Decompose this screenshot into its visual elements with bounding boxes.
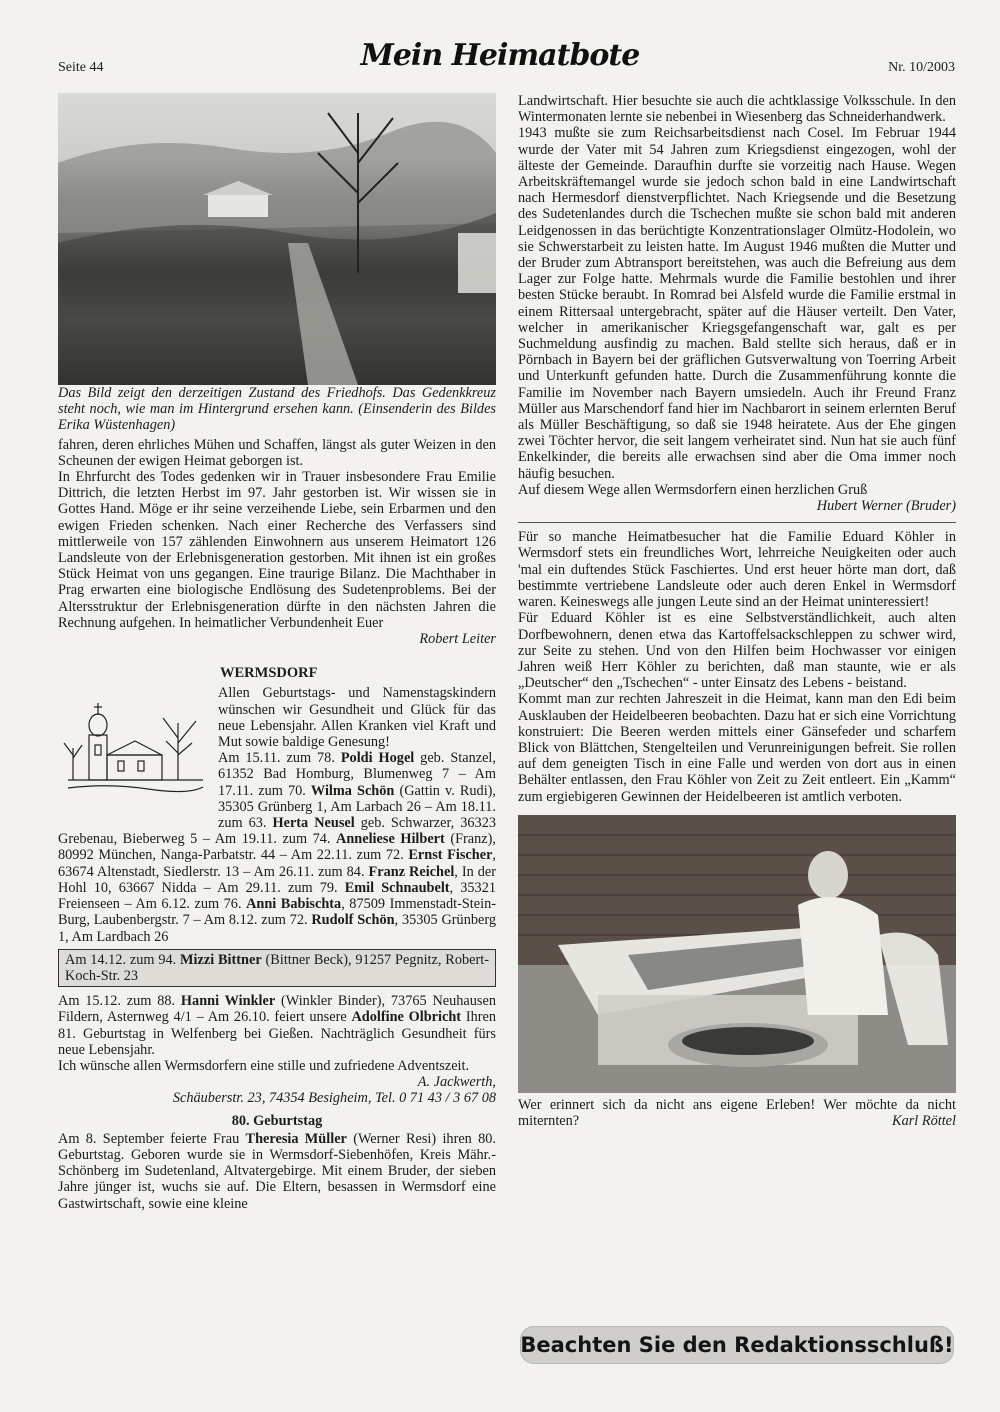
- section-heading-wermsdorf: WERMSDORF: [220, 665, 318, 682]
- article-paragraph: Landwirtschaft. Hier besuchte sie auch die achtklassige Volksschule. In den Wintermonaten lernte sie nebenbei in Wiesenberg das Schneiderhandwerk.: [518, 93, 956, 126]
- masthead-title: Mein Heimatbote: [360, 38, 640, 73]
- photo-caption: Das Bild zeigt den derzeitigen Zustand des Friedhofs. Das Gedenkkreuz steht noch, wie man im Hintergrund ersehen kann. (Einsenderin des Bildes Erika Wüstenhagen): [58, 385, 496, 434]
- cemetery-photo: [58, 93, 496, 385]
- photo-caption: Wer erinnert sich da nicht ans eigene Erleben! Wer möchte da nicht miternten?: [518, 1096, 956, 1129]
- author-signature: Hubert Werner (Bruder): [816, 498, 956, 515]
- left-column: [58, 93, 496, 1212]
- advent-greeting: Ich wünsche allen Wermsdorfern eine stille und zufriedene Adventszeit.: [58, 1057, 470, 1074]
- berry-sorting-photo: [518, 815, 956, 1093]
- church-illustration: [58, 693, 210, 813]
- birthday-list: Am 15.11. zum 78. Poldi Hogel geb. Stanzel, 61352 Bad Homburg, Blumenweg 7 – Am 17.11. zum 70. Wilma Schön (Gattin v. Rudi), 35305 Grünberg 1, Am Larbach 26 – Am 18.11. zum 63. Herta Neusel geb. Schwarzer, 36323 Grebenau, Bieberweg 5 – Am 19.11. zum 74. Anneliese Hilbert (Franz), 80992 München, Nanga-Parbatstr. 44 – Am 22.11. zum 72. Ernst Fischer, 63674 Altenstadt, Siedlerstr. 13 – Am 26.11. zum 84. Franz Reichel, In der Hohl 10, 63667 Nidda – Am 29.11. zum 79. Emil Schnaubelt, 35321 Freienseen – Am 6.12. zum 76. Anni Babischta, 87509 Immenstadt-Stein-Burg, Laubenbergstr. 7 – Am 8.12. zum 72. Rudolf Schön, 35305 Grünberg 1, Am Lardbach 26: [58, 750, 497, 945]
- photo-caption-row: [518, 1097, 956, 1129]
- wermsdorf-intro: Allen Geburtstags- und Namenstagskindern wünschen wir Gesundheit und Glück für das neue Lebensjahr. Allen Kranken viel Kraft und Mut sowie baldige Genesung!: [218, 685, 496, 751]
- birthday-list-2: Am 15.12. zum 88. Hanni Winkler (Winkler Binder), 73765 Neuhausen Fildern, Asternweg 4/1 – Am 26.10. feiert unsere Adolfine Olbricht Ihren 81. Geburtstag in Welfenberg bei Gießen. Nachträglich Gesundheit fürs neue Lebensjahr.: [58, 993, 496, 1058]
- advent-signature: A. Jackwerth,: [417, 1074, 496, 1091]
- article-paragraph: fahren, deren ehrliches Mühen und Schaffen, längst als guter Weizen in den Scheunen der ewigen Heimat geborgen ist.: [58, 436, 496, 469]
- photo-credit: Karl Röttel: [892, 1113, 956, 1130]
- article-paragraph: Für Eduard Köhler ist es eine Selbstverständlichkeit, auch alten Dorfbewohnern, denen etwa das Kartoffelsackschleppen zu schwer wird, zur Seite zu stehen. Und von den Hilfen beim Hochwasser vor einigen Jahren weiß Herr Köhler zu berichten, daß man staunte, wie er als „Deutscher“ den „Tschechen“ - unter Einsatz des Lebens - beistand.: [518, 610, 956, 692]
- theresia-article: Am 8. September feierte Frau Theresia Müller (Werner Resi) ihren 80. Geburtstag. Geboren wurde sie in Wermsdorf-Siebenhöfen, Kreis Mähr.-Schönberg im Sudetenland, Altvatergebirge. Mit einem Bruder, der sieben Jahre jünger ist, wuchs sie auf. Die Eltern, besassen in Wermsdorf eine Gastwirtschaft, sowie eine kleine: [58, 1130, 497, 1212]
- deadline-banner: Beachten Sie den Redaktionsschluß!: [520, 1326, 954, 1364]
- article-paragraph: Auf diesem Wege allen Wermsdorfern einen herzlichen Gruß: [518, 481, 868, 498]
- article-paragraph: In Ehrfurcht des Todes gedenken wir in Trauer insbesondere Frau Emilie Dittrich, die letzten Herbst im 97. Jahr gestorben ist. Wir wissen sie in Gottes Hand. Möge er ihr seine verzeihende Liebe, sein Erbarmen und den ewigen Frieden schenken. Nach einer Recherche des Verfassers sind mittlerweile von 157 zählenden Einwohnern aus unserem Heimatort 126 Landsleute von der Erlebnisgeneration gestorben. Mit ihnen ist ein großes Stück Heimat von uns gegangen. Eine traurige Bilanz. Die Machthaber in Prag erwarten eine biologische Endlösung des Sudetenproblems. Bei der Altersstruktur der Erlebnisgeneration dürfte in den nächsten Jahren die Rechnung aufgehen. In heimatlicher Verbundenheit Euer: [58, 469, 496, 631]
- section-heading-80-birthday: 80. Geburtstag: [231, 1112, 323, 1129]
- article-paragraph: Für so manche Heimatbesucher hat die Familie Eduard Köhler in Wermsdorf stets ein freundliches Wort, lehrreiche Neuigkeiten oder auch 'mal ein duftendes Stück Faschiertes. Und erst heuer hörte man dort, daß bestimmte vertriebene Landsleute oder auch deren Enkel in Wermsdorf waren. Keineswegs alle jungen Leute sind an der Heimat uninteressiert!: [518, 529, 956, 611]
- divider: [518, 522, 956, 523]
- right-column: [518, 93, 956, 1129]
- page-number: Seite 44: [58, 60, 104, 75]
- birthday-section: [58, 685, 496, 944]
- article-paragraph: Kommt man zur rechten Jahreszeit in die Heimat, kann man den Edi beim Ausklauben der Heidelbeeren beobachten. Dazu hat er sich eine Vorrichtung konstruiert: Die Beeren werden mittels einer Gänsefeder und scharfem Blick von Blättchen, Stengelteilen und Verunreinigungen befreit. Sie rollen auf dem geneigten Tisch in eine Falle und werden von dort aus in einen Behälter entlassen, den Frau Köhler von Zeit zu Zeit entleert. Ein „Kamm“ zum ergiebigeren Gewinnen der Heidelbeeren ist amtlich verboten.: [518, 691, 956, 805]
- advent-address: Schäuberstr. 23, 74354 Besigheim, Tel. 0 71 43 / 3 67 08: [172, 1090, 496, 1107]
- author-signature: Robert Leiter: [419, 631, 496, 648]
- article-paragraph: 1943 mußte sie zum Reichsarbeitsdienst nach Cosel. Im Februar 1944 wurde der Vater mit 54 Jahren zum Kriegsdienst eingezogen, wohl der älteste der Gemeinde. Daraufhin durfte sie vorzeitig nach Hause. Wegen Arbeitskräftemangel wurde sie jedoch schon bald in eine Landwirtschaft nach Hermesdorf dienstverpflichtet. Nach Kriegsende und die Besetzung des Sudetenlandes durch die Tschechen mußte sie schon bald mit anderen Leidgenossen in das berüchtigte Konzentrationslager Olmütz-Hodolein, wo sie Schwerstarbeit zu leisten hatte. Im August 1946 mußten die Mutter und der Bruder zum Abtransport bereitstehen, was auch die Befreiung aus dem Lager zur Folge hatte. Mehrmals wurde die Familie bestohlen und ihrer besten Stücke beraubt. In Romrad bei Alsfeld wurde die Familie erstmal in einem Rittersaal untergebracht, später auf die Häuser verteilt. Den Vater, welcher in amerikanischer Kriegsgefangenschaft war, galt es per Suchmeldung ausfindig zu machen. Bald stellte sich heraus, daß er in Pörnbach in Bayern bei der gräflichen Gutsverwaltung von Toerring Arbeit und Unterkunft gefunden hatte. Durch die Zusammenführung konnte die Familie im November nach Bayern umsiedeln. Auch ihr Freund Franz Müller aus Marschendorf fand hier im Nachbarort in seinem erlernten Beruf als Müller Beschäftigung, so daß sie 1948 heiratete. Aus der Ehe gingen zwei Töchter hervor, die seit langem verheiratet sind. Nun hat sie auch fünf Enkelkinder, die bereits alle erwachsen sind aber die Oma immer noch häufig besuchen.: [518, 125, 956, 482]
- highlight-birthday-box: Am 14.12. zum 94. Mizzi Bittner (Bittner Beck), 91257 Pegnitz, Robert-Koch-Str. 23: [58, 949, 496, 987]
- issue-number: Nr. 10/2003: [888, 60, 955, 75]
